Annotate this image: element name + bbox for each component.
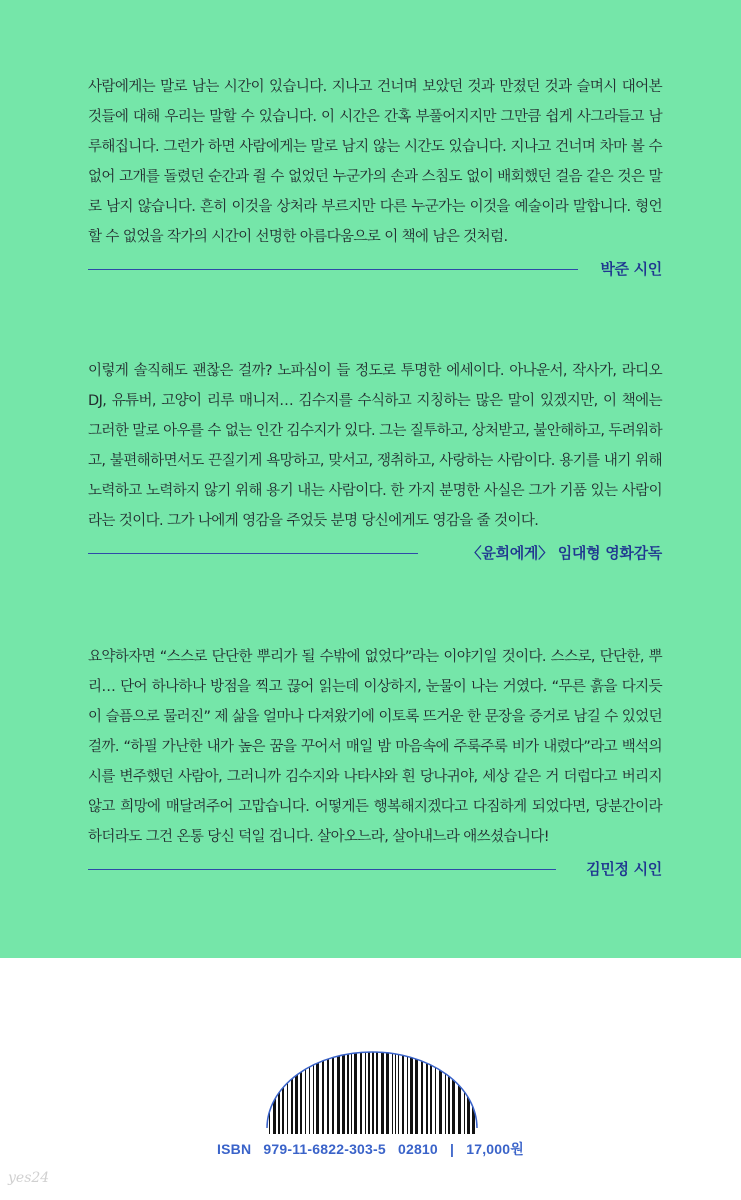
barcode-bar [300, 1048, 302, 1134]
review-author: 김민정 시인 [586, 860, 662, 878]
barcode-bar [372, 1048, 374, 1134]
barcode-bar [305, 1048, 306, 1134]
review-author: 박준 시인 [600, 260, 662, 278]
review-author: 〈윤희에게〉 임대형 영화감독 [466, 544, 662, 562]
barcode-bar [445, 1048, 446, 1134]
barcode-bar [435, 1048, 436, 1134]
review-signature [88, 858, 662, 880]
barcode-bar [316, 1048, 319, 1134]
barcode-bar [354, 1048, 357, 1134]
barcode-bar [351, 1048, 352, 1134]
barcode-bar [392, 1048, 393, 1134]
barcode-bar [309, 1048, 310, 1134]
review-block-1 [88, 72, 662, 280]
review-signature [88, 258, 662, 280]
barcode-bar [410, 1048, 413, 1134]
barcode-bar [430, 1048, 432, 1134]
barcode-bar [395, 1048, 396, 1134]
barcode-bar [452, 1048, 455, 1134]
barcode-bar [273, 1048, 276, 1134]
barcode [265, 1048, 479, 1134]
barcode-bar [269, 1048, 270, 1134]
barcode-bar [426, 1048, 428, 1134]
isbn-label: ISBN [217, 1141, 252, 1157]
signature-divider [88, 553, 418, 554]
barcode-bar [386, 1048, 389, 1134]
review-block-2 [88, 356, 662, 564]
barcode-bar [376, 1048, 378, 1134]
isbn-line [0, 1139, 741, 1159]
barcode-bar [327, 1048, 329, 1134]
barcode-bar [360, 1048, 362, 1134]
review-text: 요약하자면 “스스로 단단한 뿌리가 될 수밖에 없었다”라는 이야기일 것이다. 스스로, 단단한, 뿌리… 단어 하나하나 방점을 찍고 끊어 읽는데 이상하지, 눈물이 나는 거였다. “무른 흙을 다지듯이 슬픔으로 물러진” 제 삶을 얼마나 다져왔기에 이토록 뜨거운 한 문장을 증거로 남길 수 있었던 걸까. “하필 가난한 내가 높은 꿈을 꾸어서 매일 밤 마음속에 주룩주룩 비가 내렸다”라고 백석의 시를 변주했던 사람아, 그러니까 김수지와 나타샤와 흰 당나귀야, 세상 같은 거 더럽다고 버리지 않고 희망에 매달려주어 고맙습니다. 어떻게든 행복해지겠다고 다짐하게 되었다면, 당분간이라 하더라도 그건 온통 당신 덕일 겁니다. 살아오느라, 살아내느라 애쓰셨습니다! [88, 649, 662, 845]
review-signature [88, 542, 662, 564]
barcode-bar [407, 1048, 408, 1134]
barcode-bar [291, 1048, 293, 1134]
barcode-bar [439, 1048, 442, 1134]
review-text: 사람에게는 말로 남는 시간이 있습니다. 지나고 건너며 보았던 것과 만졌던 것과 슬며시 대어본 것들에 대해 우리는 말할 수 있습니다. 이 시간은 간혹 부풀어지지만 그만큼 쉽게 사그라들고 남루해집니다. 그런가 하면 사람에게는 말로 남지 않는 시간도 있습니다. 지나고 건너며 차마 볼 수 없어 고개를 돌렸던 순간과 쥘 수 없었던 누군가의 손과 스침도 없이 배회했던 걸음 같은 것은 말로 남지 않습니다. 흔히 이것을 상처라 부르지만 다른 누군가는 이것을 예술이라 말합니다. 형언할 수 없었을 작가의 시간이 선명한 아름다움으로 이 책에 남은 것처럼. [88, 79, 662, 245]
barcode-bar [458, 1048, 461, 1134]
barcode-bar [467, 1048, 470, 1134]
isbn-separator: | [450, 1141, 455, 1157]
barcode-bar [368, 1048, 370, 1134]
watermark-logo: yes24 [8, 1170, 50, 1186]
barcode-bar [472, 1048, 475, 1134]
barcode-bar [313, 1048, 314, 1134]
barcode-bar [448, 1048, 450, 1134]
barcode-bar [332, 1048, 334, 1134]
isbn-addon: 02810 [397, 1141, 438, 1157]
barcode-bar [365, 1048, 366, 1134]
barcode-bar [337, 1048, 340, 1134]
barcode-bar [342, 1048, 345, 1134]
isbn-number: 979-11-6822-303-5 [263, 1141, 386, 1157]
price: 17,000원 [466, 1141, 524, 1157]
barcode-bar [402, 1048, 404, 1134]
barcode-bar [347, 1048, 349, 1134]
barcode-bar [282, 1048, 284, 1134]
barcode-bar [287, 1048, 288, 1134]
barcode-graphic [265, 1048, 479, 1134]
signature-divider [88, 869, 556, 870]
barcode-bar [295, 1048, 298, 1134]
barcode-bar [381, 1048, 384, 1134]
review-text: 이렇게 솔직해도 괜찮은 걸까? 노파심이 들 정도로 투명한 에세이다. 아나운서, 작사가, 라디오 DJ, 유튜버, 고양이 리루 매니저… 김수지를 수식하고 지칭하는 많은 말이 있겠지만, 이 책에는 그러한 말로 아우를 수 없는 인간 김수지가 있다. 그는 질투하고, 상처받고, 불안해하고, 두려워하고, 불편해하면서도 끈질기게 욕망하고, 맞서고, 쟁취하고, 사랑하는 사람이다. 용기를 내기 위해 노력하고 노력하지 않기 위해 용기 내는 사람이다. 한 가지 분명한 사실은 그가 기품 있는 사람이라는 것이다. 그가 나에게 영감을 주었듯 분명 당신에게도 영감을 줄 것이다. [88, 363, 662, 529]
barcode-bar [398, 1048, 399, 1134]
barcode-bar [415, 1048, 418, 1134]
review-block-3 [88, 642, 662, 880]
signature-divider [88, 269, 578, 270]
